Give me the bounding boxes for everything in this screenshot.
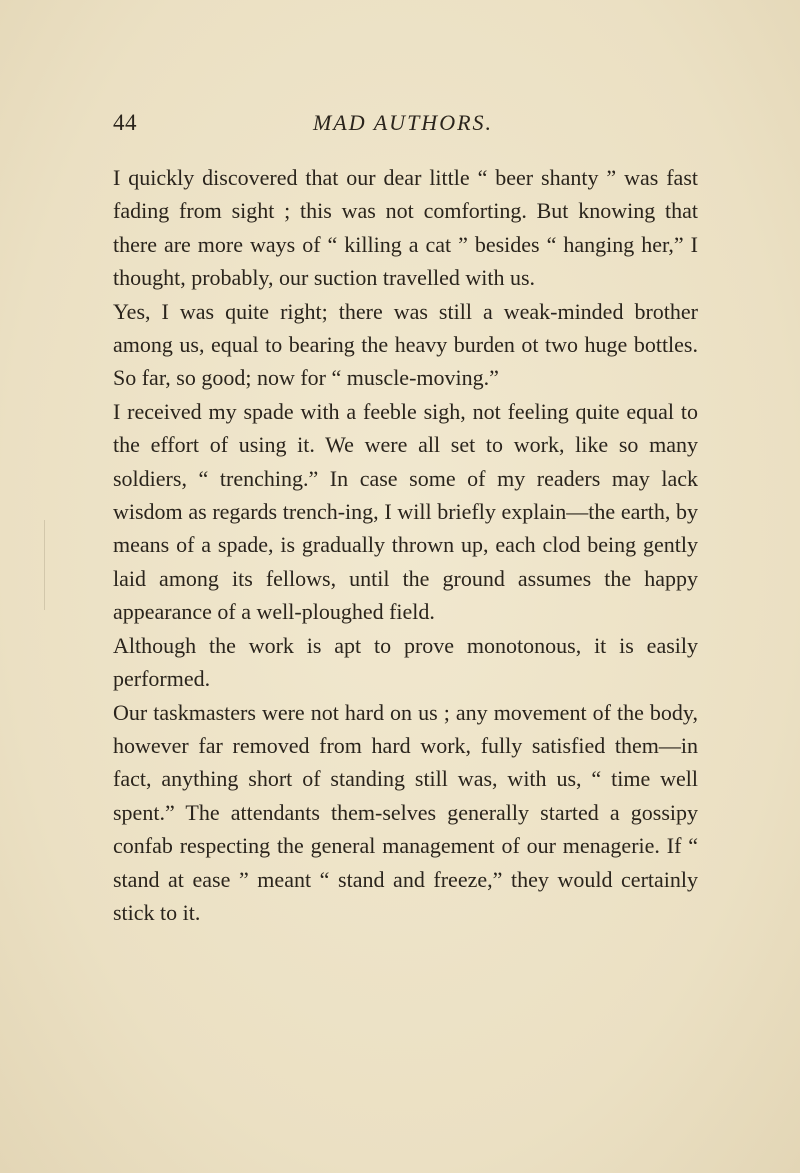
page-number: 44 (113, 110, 137, 135)
page-header (113, 110, 693, 144)
paragraph-3: I received my spade with a feeble sigh, not feeling quite equal to the effort of using it. We were all set to work, like so many soldiers, “ trenching.” In case some of my readers may lack wisdom as regards trench-ing, I will briefly explain—the earth, by means of a spade, is gradually thrown up, each clod being gently laid among its fellows, until the ground assumes the happy appearance of a well-ploughed field. (113, 398, 698, 625)
running-head: MAD AUTHORS. (312, 110, 494, 135)
paragraph-2: Yes, I was quite right; there was still a weak-minded brother among us, equal to bearing the heavy burden ot two huge bottles. So far, so good; now for “ muscle-moving.” (113, 298, 698, 391)
paragraph-1: I quickly discovered that our dear little “ beer shanty ” was fast fading from sight ; this was not comforting. But knowing that there are more ways of “ killing a cat ” besides “ hanging her,” I thought, probably, our suction travelled with us. (113, 165, 698, 291)
paragraph-4: Although the work is apt to prove monotonous, it is easily performed. (113, 632, 698, 692)
paragraph-5: Our taskmasters were not hard on us ; any movement of the body, however far removed from hard work, fully satisfied them—in fact, anything short of standing still was, with us, “ time well spent.” The attendants them-selves generally started a gossipy confab respecting the general management of our menagerie. If “ stand at ease ” meant “ stand and freeze,” they would certainly stick to it. (113, 699, 698, 925)
body-text (113, 161, 698, 929)
paper-crease (44, 520, 45, 610)
